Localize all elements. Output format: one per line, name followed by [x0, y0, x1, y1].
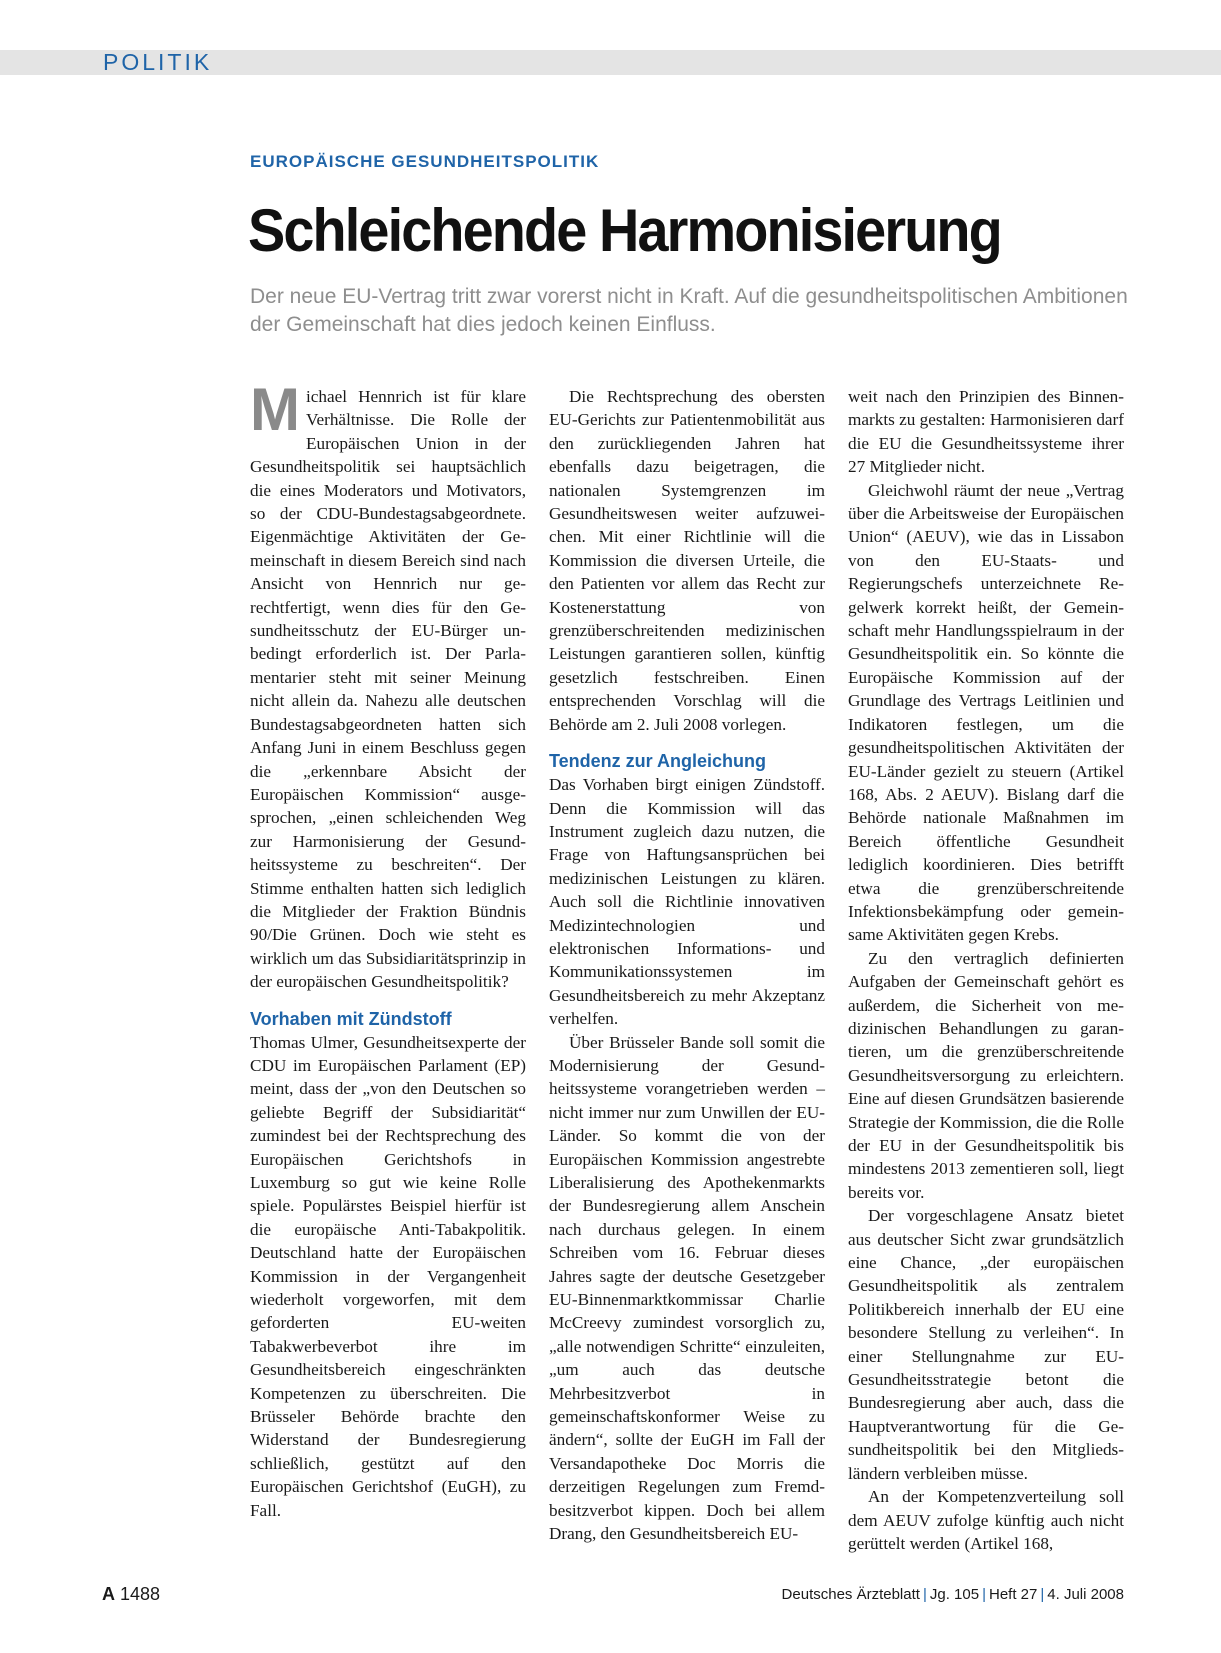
article-column-2	[549, 385, 825, 1546]
paragraph-text: ichael Hennrich ist für klare Verhältnisse. Die Rolle der Europäischen Union in der Gesundheitspolitik sei hauptsächlich die eines Moderators und Motivators, so der CDU-Bundestagsabgeordnete. Eigenmächtige Aktivitäten der Gemeinschaft in diesem Bereich sind nach Ansicht von Hennrich nur gerechtfertigt, wenn dies für den Gesundheitsschutz der EU-Bürger unbedingt erforderlich ist. Der Parlamentarier steht mit seiner Meinung nicht allein da. Nahezu alle deutschen Bundestagsabgeordneten hatten sich Anfang Juni in einem Beschluss gegen die „erkennbare Absicht der Europäischen Kommission“ ausgesprochen, „einen schleichenden Weg zur Harmonisierung der Gesundheitssysteme zu beschreiten“. Der Stimme enthalten hatten sich lediglich die Mitglieder der Fraktion Bündnis 90/Die Grünen. Doch wie steht es wirklich um das Subsidiaritätsprinzip in der europäischen Gesundheitspolitik?	[250, 387, 526, 992]
journal-volume: Jg. 105	[929, 1586, 980, 1603]
journal-date: 4. Juli 2008	[1047, 1586, 1124, 1603]
journal-name: Deutsches Ärzteblatt	[781, 1586, 920, 1603]
article-paragraph	[250, 376, 526, 994]
headline: Schleichende Harmonisierung	[248, 197, 1001, 264]
page-prefix: A	[102, 1584, 115, 1604]
drop-cap: M	[250, 376, 300, 443]
article-paragraph: Die Rechtsprechung des obersten EU-Gerichts zur Patientenmobilität aus den zurückliegenden Jahren hat ebenfalls dazu beigetragen, die nationalen Systemgrenzen im Gesundheitswesen weiter aufzuweichen. Mit einer Richtlinie will die Kommission die diversen Urteile, die den Patienten vor allem das Recht zur Kostenerstattung von grenzüberschreitenden medizinischen Leistungen garantieren sollen, künftig gesetzlich festschreiben. Einen entsprechenden Vorschlag will die Behörde am 2. Juli 2008 vorlegen.	[549, 387, 825, 734]
subheading: Tendenz zur Angleichung	[549, 751, 766, 772]
journal-citation: Deutsches Ärzteblatt | Jg. 105 | Heft 27 | 4. Juli 2008	[781, 1586, 1124, 1603]
article-column-3	[848, 385, 1124, 1555]
page-number-value: 1488	[120, 1584, 161, 1604]
article-paragraph: Zu den vertraglich definierten Aufgaben der Gemeinschaft gehört es außerdem, die Sicherheit von medizinischen Behandlungen zu garantieren, um die grenzüberschreitende Gesundheitsversorgung zu erleichtern. Eine auf diesen Grundsätzen basierende Strategie der Kommission, die die Rolle der EU in der Gesundheitspolitik bis mindestens 2013 zementieren soll, liegt bereits vor.	[848, 948, 1124, 1202]
journal-issue: Heft 27	[988, 1586, 1038, 1603]
article-column-1	[250, 376, 526, 1522]
lead-paragraph: Der neue EU-Vertrag tritt zwar vorerst nicht in Kraft. Auf die gesundheitspolitischen Ambitionen der Gemeinschaft hat dies jedoch keinen Einfluss.	[250, 285, 1128, 336]
article-paragraph: weit nach den Prinzipien des Binnenmarkts zu gestalten: Harmonisieren darf die EU die Gesundheitssysteme ihrer 27 Mitglieder nicht.	[848, 387, 1124, 477]
page-number	[102, 1584, 160, 1605]
article-paragraph: Thomas Ulmer, Gesundheitsexperte der CDU im Europäischen Parlament (EP) meint, dass der „von den Deutschen so geliebte Begriff der Subsidiarität“ zumindest bei der Rechtsprechung des Europäischen Gerichtshofs in Luxemburg so gut wie keine Rolle spiele. Populärstes Beispiel hierfür ist die europäische Anti-Tabakpolitik. Deutschland hatte der Europäischen Kommission in der Vergangenheit wiederholt vorgeworfen, mit dem geforderten EU-weiten Tabakwerbeverbot ihre im Gesundheitsbereich eingeschränkten Kompetenzen zu überschreiten. Die Brüsseler Behörde brachte den Widerstand der Bundesregierung schließlich, gestützt auf den Europäischen Gerichtshof (EuGH), zu Fall.	[250, 1032, 526, 1520]
article-paragraph: Der vorgeschlagene Ansatz bietet aus deutscher Sicht zwar grundsätzlich eine Chance, „der europäischen Gesundheitspolitik als zentralem Politikbereich innerhalb der EU eine besondere Stellung zu verleihen“. In einer Stellungnahme zur EU-Gesundheitsstrategie betont die Bundesregierung aber auch, dass die Hauptverantwortung für die Gesundheitspolitik bei den Mitgliedsländern verbleiben müsse.	[848, 1206, 1124, 1483]
kicker: EUROPÄISCHE GESUNDHEITSPOLITIK	[250, 152, 600, 171]
article-paragraph: Über Brüsseler Bande soll somit die Modernisierung der Gesundheitssysteme vorangetrieben werden – nicht immer nur zum Unwillen der EU-Länder. So kommt die von der Europäischen Kommission angestrebte Liberalisierung des Apothekenmarkts der Bundesregierung allem Anschein nach durchaus gelegen. In einem Schreiben vom 16. Februar dieses Jahres sagte der deutsche Gesetzgeber EU-Binnenmarktkommissar Charlie McCreevy zumindest vorsorglich zu, „alle notwendigen Schritte“ einzuleiten, „um auch das deutsche Mehrbesitzverbot in gemeinschaftskonformer Weise zu ändern“, sollte der EuGH im Fall der Versandapotheke Doc Morris die derzeitigen Regelungen zum Fremdbesitzverbot kippen. Doch bei allem Drang, den Gesundheitsbereich EU-	[549, 1032, 825, 1544]
section-label: POLITIK	[103, 49, 213, 75]
article-paragraph: An der Kompetenzverteilung soll dem AEUV zufolge künftig auch nicht gerüttelt werden (Artikel 168,	[848, 1487, 1124, 1553]
article-paragraph: Das Vorhaben birgt einigen Zündstoff. Denn die Kommission will das Instrument zugleich dazu nutzen, die Frage von Haftungsansprüchen bei medizinischen Leistungen zu klären. Auch soll die Richtlinie innovativen Medizintechnologien und elektronischen Informations- und Kommunikationssystemen im Gesundheitsbereich zu mehr Akzeptanz verhelfen.	[549, 775, 825, 1029]
article-paragraph: Gleichwohl räumt der neue „Vertrag über die Arbeitsweise der Europäischen Union“ (AEUV), wie das in Lissabon von den EU-Staats- und Regierungschefs unterzeichnete Regelwerk korrekt heißt, der Gemeinschaft mehr Handlungsspielraum in der Gesundheitspolitik ein. So könnte die Europäische Kommission auf der Grundlage des Vertrags Leitlinien und Indikatoren festlegen, um die gesundheitspolitischen Aktivitäten der EU-Länder gezielt zu steuern (Artikel 168, Abs. 2 AEUV). Bislang darf die Behörde nationale Maßnahmen im Bereich öffentliche Gesundheit lediglich koordinieren. Dies betrifft etwa die grenzüberschreitende Infektionsbekämpfung oder gemeinsame Aktivitäten gegen Krebs.	[848, 480, 1124, 945]
subheading: Vorhaben mit Zündstoff	[250, 1008, 452, 1029]
